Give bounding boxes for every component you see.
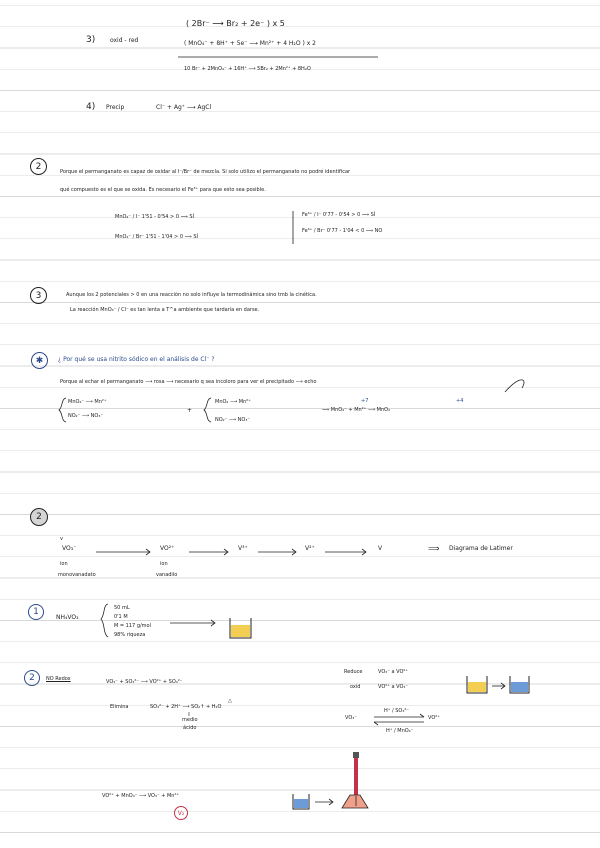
brace-icon (204, 398, 211, 422)
step-number-badge: 1 (28, 604, 44, 620)
final-reaction: VO²⁺ + MnO₄⁻ ⟶ VO₃⁻ + Mn²⁺ (102, 793, 180, 799)
no-redox-tag: NO Redox (46, 676, 71, 682)
detail-volume: 50 mL (114, 605, 130, 611)
brace1-line-b: NO₂⁻ ⟶ NO₃⁻ (68, 413, 103, 419)
detail-purity: 98% riqueza (114, 632, 146, 638)
q2-row1-right: Fe³⁺ / I⁻ 0'77 - 0'54 > 0 ⟹ SÍ (302, 212, 376, 218)
brace-icon (101, 604, 108, 637)
reduce-text: VO₃⁻ a VO²⁺ (378, 669, 409, 675)
reduce-label: Reduce (344, 669, 363, 675)
q3-text-line2: La reacción MnO₄⁻ / Cl⁻ es tan lenta a T^a ambiente que tardaría en darse. (70, 307, 260, 313)
arrow-icon (492, 683, 505, 689)
question-number-badge: 3 (30, 287, 47, 304)
flask-burette-icon (342, 752, 368, 808)
equil-right: VO²⁺ (428, 715, 440, 721)
label-ion: ion (60, 561, 68, 567)
beaker-blue-icon (510, 676, 529, 693)
step3-name: oxid - red (110, 37, 139, 44)
q2-row2-right: Fe³⁺ / Br⁻ 0'77 - 1'04 < 0 ⟹ NO (302, 228, 383, 234)
brace-icon (59, 398, 66, 422)
step4-label: 4) (86, 102, 96, 112)
q2-row2-left: MnO₄⁻ / Br⁻ 1'51 - 1'04 > 0 ⟹ SÍ (115, 234, 199, 240)
star-answer: Porque al echar el permanganato ⟶ rosa ⟶ necesario q sea incoloro para ver el precipitado ⟶ echo (60, 379, 317, 385)
oxid-label: oxid (350, 684, 361, 690)
brace2-line-a: MnO₂ ⟶ Mn²⁺ (215, 399, 251, 405)
detail-molar-mass: M = 117 g/mol (114, 623, 151, 629)
q2-text-line1: Porque el permanganato es capaz de oxidar al I⁻/Br⁻ de mezcla. Si solo utilizo el permanganato no podré identificar (60, 169, 351, 175)
elimination-reaction: SO₃²⁻ + 2H⁺ ⟶ SO₂↑ + H₂O (150, 704, 222, 710)
curved-arrow-icon (505, 380, 524, 392)
plus-sign: + (187, 407, 193, 414)
latimer-v: V (378, 545, 383, 552)
elimina-label: Elimina (110, 704, 129, 710)
oxid-text: VO²⁺ a VO₃⁻ (378, 684, 409, 690)
star-badge: ✱ (31, 352, 48, 369)
oxidation-state-b: +4 (456, 398, 464, 404)
detail-concentration: 0'1 M (114, 614, 128, 620)
arrow-icon (315, 799, 333, 805)
latimer-v2: V²⁺ (305, 545, 315, 552)
latimer-v3: V³⁺ (238, 545, 248, 552)
arrow-icon (170, 620, 215, 626)
step3-label: 3) (86, 35, 96, 45)
star-result: ⟹ MnO₄⁻ + Mn²⁺ ⟶ MnO₂ (322, 407, 391, 413)
equation-total: 10 Br⁻ + 2MnO₄⁻ + 16H⁺ ⟶ 5Br₂ + 2Mn²⁺ + 8H₂O (184, 66, 311, 72)
reagent-formula: NH₄VO₃ (56, 614, 79, 621)
exp2-reaction: VO₃⁻ + SO₃²⁻ ⟶ VO²⁺ + SO₄²⁻ (106, 679, 183, 685)
q3-text-line1: Aunque los 2 potenciales > 0 en una reacción no solo influye la termodinámica sino tmb la cinética. (66, 292, 317, 298)
equilibrium-arrows (374, 714, 424, 725)
equation-bromide: ( 2Br⁻ ⟶ Br₂ + 2e⁻ ) x 5 (186, 19, 285, 28)
oxidation-state-a: +7 (361, 398, 369, 404)
brace1-line-a: MnO₄⁻ ⟶ Mn²⁺ (68, 399, 107, 405)
medio-label: medio (182, 717, 198, 723)
equil-top: H⁺ / SO₃²⁻ (384, 708, 410, 714)
step-number-badge: 2 (24, 670, 40, 686)
latimer-vo3: VO₃⁻ (62, 545, 77, 552)
latimer-implies: ⟹ (428, 544, 440, 553)
step4-name: Precip (106, 104, 125, 111)
question-number-badge: 2 (30, 158, 47, 175)
latimer-arrows (96, 549, 366, 555)
latimer-vo2: VO²⁺ (160, 545, 175, 552)
equation-permanganate: ( MnO₄⁻ + 8H⁺ + 5e⁻ ⟶ Mn²⁺ + 4 H₂O ) x 2 (184, 40, 316, 47)
oxidation-mark: v (60, 536, 63, 542)
latimer-title: Diagrama de Latimer (449, 545, 513, 552)
label-monovanadato: monovanadato (58, 572, 96, 578)
equil-bottom: H⁺ / MnO₄⁻ (386, 728, 414, 734)
final-mark-badge: V₂ (174, 806, 188, 820)
equil-left: VO₃⁻ (345, 715, 357, 721)
star-question: ¿ Por qué se usa nitrito sódico en el análisis de Cl⁻ ? (58, 356, 215, 363)
part-number-badge: 2 (30, 508, 48, 526)
beaker-yellow-icon (230, 618, 251, 638)
equation-precipitation: Cl⁻ + Ag⁺ ⟶ AgCl (156, 104, 212, 111)
acido-label: ácido (183, 725, 197, 731)
label-ion: ion (160, 561, 168, 567)
brace2-line-b: NO₂⁻ ⟶ NO₃⁻ (215, 417, 250, 423)
beaker-blue-icon (293, 794, 309, 809)
heat-symbol: △ (228, 698, 232, 704)
q2-text-line2: qué compuesto es el que se oxida. Es necesario el Fe³⁺ para que esto sea posible. (60, 187, 266, 193)
q2-row1-left: MnO₄⁻ / I⁻ 1'51 - 0'54 > 0 ⟹ SÍ (115, 214, 194, 220)
label-vanadilo: vanadilo (156, 572, 178, 578)
beaker-yellow-icon (467, 676, 487, 693)
